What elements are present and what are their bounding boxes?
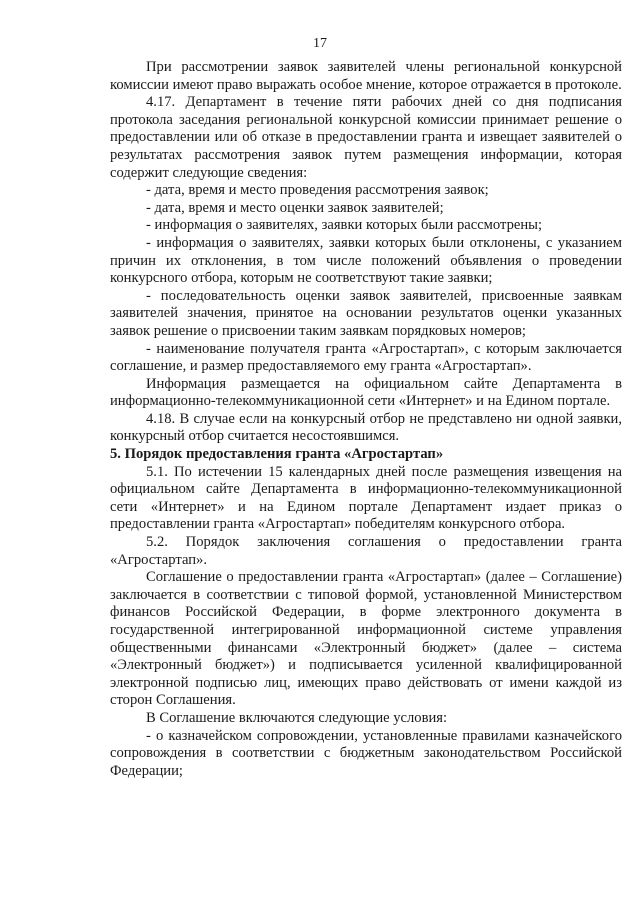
page-number: 17 xyxy=(313,36,327,51)
paragraph: В Соглашение включаются следующие условия: xyxy=(146,709,448,726)
section-heading: 5. Порядок предоставления гранта «Агростартап» xyxy=(110,446,444,463)
paragraph: Информация размещается на официальном сайте Департамента в информационно-телекоммуникационной сети «Интернет» и на Едином портале. xyxy=(110,375,622,410)
list-item: - о казначейском сопровождении, установленные правилами казначейского сопровождения в соответствии с бюджетным законодательством Российской Федерации; xyxy=(110,727,622,779)
list-item: - дата, время и место оценки заявок заявителей; xyxy=(146,199,444,216)
list-item: - информация о заявителях, заявки которых были отклонены, с указанием причин их отклонения, в том числе положений объявления о проведении конкурсного отбора, которым не соответствуют такие заявки; xyxy=(110,234,622,287)
list-item: - наименование получателя гранта «Агростартап», с которым заключается соглашение, и размер предоставляемого ему гранта «Агростартап». xyxy=(110,340,622,375)
paragraph-5-1: 5.1. По истечении 15 календарных дней после размещения извещения на официальном сайте Департамента в информационно-телекоммуникационной сети «Интернет» и на Едином портале Департамент издает приказ о предоставлении гранта «Агростартап» победителям конкурсного отбора. xyxy=(110,463,622,533)
list-item: - дата, время и место проведения рассмотрения заявок; xyxy=(146,182,489,199)
list-item: - информация о заявителях, заявки которых были рассмотрены; xyxy=(146,217,543,234)
list-item: - последовательность оценки заявок заявителей, присвоенные заявкам заявителей значения, принятое на основании результатов оценки указанных заявок решение о присвоении таким заявкам порядковых номеров; xyxy=(110,287,622,339)
paragraph: Соглашение о предоставлении гранта «Агростартап» (далее – Соглашение) заключается в соответствии с типовой формой, установленной Министерством финансов Российской Федерации, в форме электронного документа в государственной интегрированной информационной системе управления общественными финансами «Электронный бюджет» (далее – система «Электронный бюджет») и подписывается усиленной квалифицированной электронной подписью лиц, имеющих право действовать от имени каждой из сторон Соглашения. xyxy=(110,569,622,709)
paragraph-5-2: 5.2. Порядок заключения соглашения о предоставлении гранта «Агростартап». xyxy=(110,534,622,568)
paragraph: При рассмотрении заявок заявителей члены региональной конкурсной комиссии имеют право выражать особое мнение, которое отражается в протоколе. xyxy=(110,59,622,93)
paragraph-4-17: 4.17. Департамент в течение пяти рабочих дней со дня подписания протокола заседания региональной конкурсной комиссии принимает решение о предоставлении или об отказе в предоставлении гранта и извещает заявителей о результатах рассмотрения заявок путем размещения информации, которая содержит следующие сведения: xyxy=(110,94,622,181)
document-body xyxy=(110,59,622,780)
paragraph-4-18: 4.18. В случае если на конкурсный отбор не представлено ни одной заявки, конкурсный отбор считается несостоявшимся. xyxy=(110,410,622,445)
